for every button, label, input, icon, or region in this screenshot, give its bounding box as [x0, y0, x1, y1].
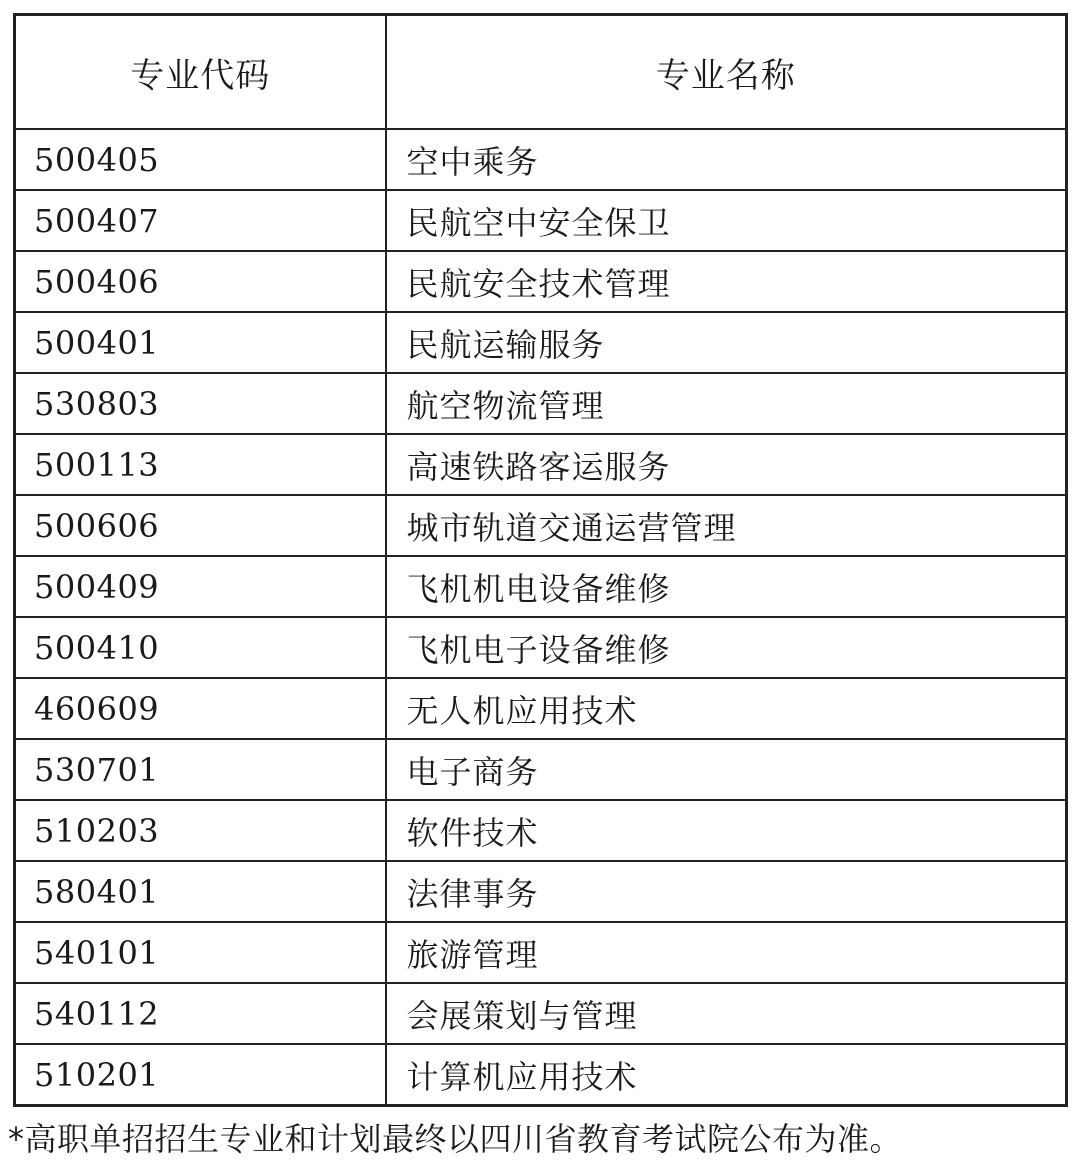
major-name-cell: 民航空中安全保卫: [386, 190, 1067, 251]
major-name-cell: 高速铁路客运服务: [386, 434, 1067, 495]
majors-table-container: [13, 13, 1065, 1107]
table-row: [15, 617, 1067, 678]
table-row: [15, 495, 1067, 556]
major-code-cell: 510203: [15, 800, 386, 861]
major-name-cell: 飞机电子设备维修: [386, 617, 1067, 678]
major-name-cell: 空中乘务: [386, 129, 1067, 190]
table-row: [15, 922, 1067, 983]
table-row: [15, 251, 1067, 312]
major-name-cell: 旅游管理: [386, 922, 1067, 983]
major-code-cell: 510201: [15, 1044, 386, 1106]
table-row: [15, 983, 1067, 1044]
major-code-cell: 540101: [15, 922, 386, 983]
major-name-cell: 电子商务: [386, 739, 1067, 800]
major-code-cell: 500113: [15, 434, 386, 495]
table-row: [15, 739, 1067, 800]
major-code-cell: 530701: [15, 739, 386, 800]
table-row: [15, 556, 1067, 617]
footnote: *高职单招招生专业和计划最终以四川省教育考试院公布为准。: [8, 1120, 903, 1158]
table-row: [15, 1044, 1067, 1106]
major-code-cell: 460609: [15, 678, 386, 739]
major-name-cell: 软件技术: [386, 800, 1067, 861]
major-name-cell: 计算机应用技术: [386, 1044, 1067, 1106]
major-name-cell: 城市轨道交通运营管理: [386, 495, 1067, 556]
table-row: [15, 800, 1067, 861]
major-name-cell: 法律事务: [386, 861, 1067, 922]
major-code-cell: 500409: [15, 556, 386, 617]
major-name-cell: 飞机机电设备维修: [386, 556, 1067, 617]
major-code-cell: 500406: [15, 251, 386, 312]
major-code-cell: 500606: [15, 495, 386, 556]
table-row: [15, 312, 1067, 373]
table-row: [15, 678, 1067, 739]
major-code-cell: 500401: [15, 312, 386, 373]
major-code-cell: 580401: [15, 861, 386, 922]
major-name-cell: 民航安全技术管理: [386, 251, 1067, 312]
majors-table: [13, 13, 1068, 1107]
header-major-code: 专业代码: [15, 15, 386, 130]
table-row: [15, 373, 1067, 434]
major-name-cell: 民航运输服务: [386, 312, 1067, 373]
major-code-cell: 500410: [15, 617, 386, 678]
table-row: [15, 434, 1067, 495]
major-name-cell: 航空物流管理: [386, 373, 1067, 434]
major-code-cell: 500407: [15, 190, 386, 251]
table-row: [15, 861, 1067, 922]
header-major-name: 专业名称: [386, 15, 1067, 130]
table-header-row: [15, 15, 1067, 130]
major-code-cell: 530803: [15, 373, 386, 434]
table-row: [15, 129, 1067, 190]
major-name-cell: 无人机应用技术: [386, 678, 1067, 739]
major-name-cell: 会展策划与管理: [386, 983, 1067, 1044]
table-body: [15, 129, 1067, 1106]
major-code-cell: 540112: [15, 983, 386, 1044]
table-row: [15, 190, 1067, 251]
major-code-cell: 500405: [15, 129, 386, 190]
